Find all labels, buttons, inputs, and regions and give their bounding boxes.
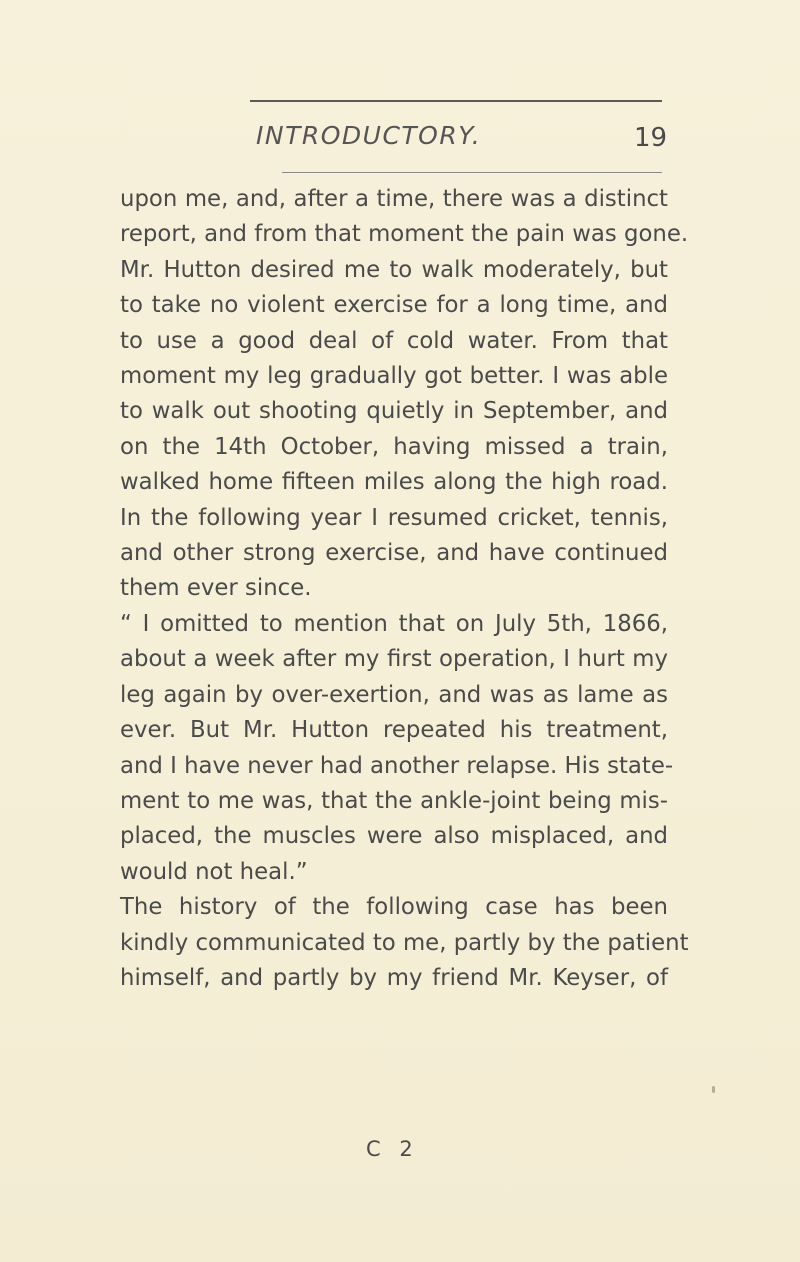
body-text: [120, 182, 689, 996]
text-line: ever. But Mr. Hutton repeated his treatment,: [120, 717, 668, 744]
text-line: and I have never had another relapse. His state-: [120, 752, 674, 779]
text-line: to walk out shooting quietly in September, and: [120, 398, 668, 425]
text-line: ment to me was, that the ankle-joint being mis-: [120, 787, 668, 814]
text-line: The history of the following case has been: [120, 894, 668, 921]
signature-mark: C 2: [366, 1137, 419, 1161]
page-number: 19: [634, 123, 668, 153]
text-line: on the 14th October, having missed a train,: [120, 433, 668, 460]
text-line: them ever since.: [120, 575, 312, 602]
header-rule-bottom: [282, 172, 662, 173]
text-line: to take no violent exercise for a long time, and: [120, 292, 668, 319]
text-line: Mr. Hutton desired me to walk moderately, but: [120, 256, 668, 283]
text-line: leg again by over-exertion, and was as lame as: [120, 681, 668, 708]
text-line: and other strong exercise, and have continued: [120, 540, 668, 567]
text-line: moment my leg gradually got better. I was able: [120, 363, 668, 390]
text-line: In the following year I resumed cricket, tennis,: [120, 504, 668, 531]
header-rule-top: [250, 100, 662, 102]
running-head: INTRODUCTORY.: [256, 121, 482, 150]
text-line: about a week after my first operation, I hurt my: [120, 646, 668, 673]
text-line: kindly communicated to me, partly by the patient: [120, 929, 689, 956]
text-line: placed, the muscles were also misplaced, and: [120, 823, 668, 850]
text-line: would not heal.”: [120, 858, 308, 885]
text-line: walked home fifteen miles along the high road.: [120, 469, 668, 496]
text-line: to use a good deal of cold water. From that: [120, 327, 668, 354]
text-line: himself, and partly by my friend Mr. Keyser, of: [120, 964, 668, 991]
paper-speck: [712, 1086, 715, 1093]
text-line: upon me, and, after a time, there was a distinct: [120, 186, 668, 212]
text-line: “ I omitted to mention that on July 5th, 1866,: [120, 610, 668, 637]
text-line: report, and from that moment the pain was gone.: [120, 221, 689, 248]
